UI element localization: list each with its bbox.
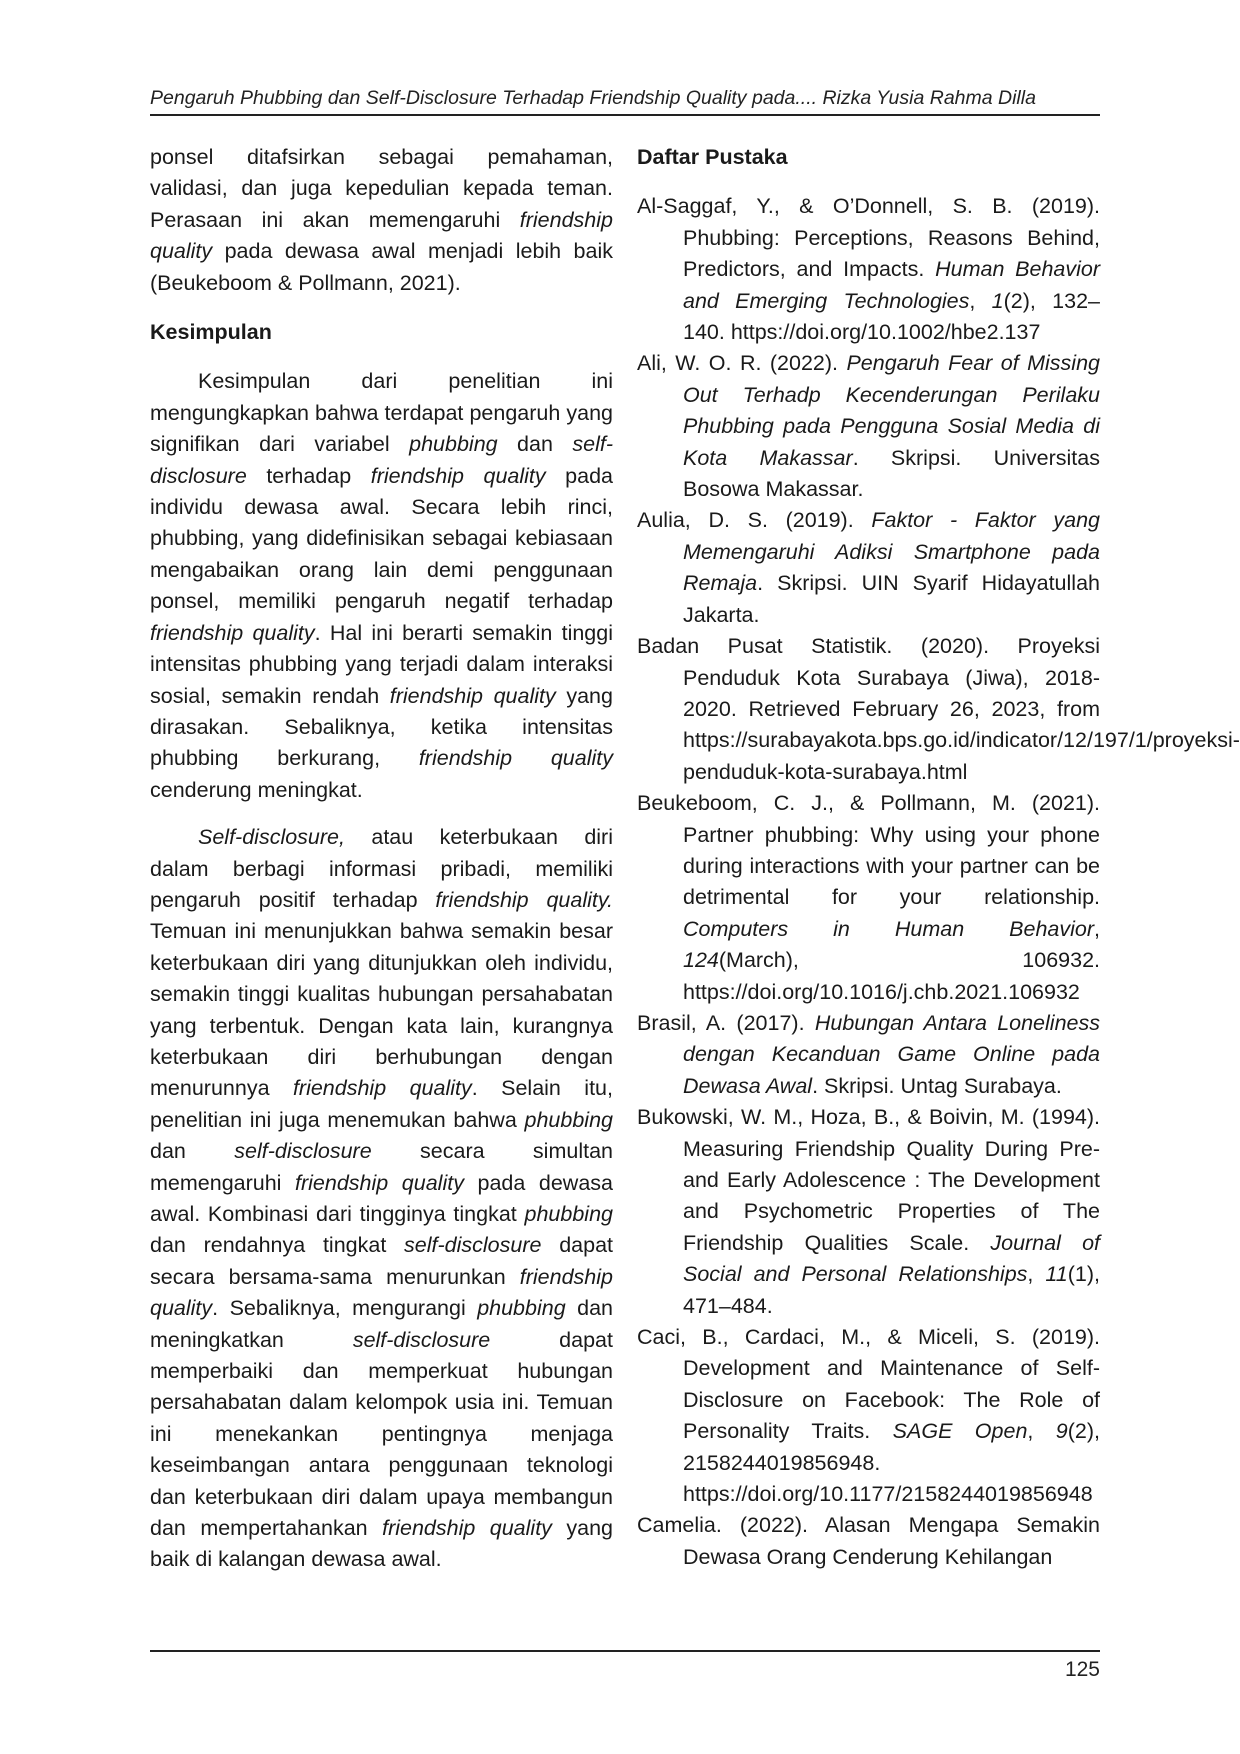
italic-text: phubbing (524, 1107, 613, 1132)
reference-entry (637, 191, 1100, 348)
text-run: . Skripsi. Universitas Bosowa Makassar. (683, 445, 1100, 502)
text-run: , (1027, 1262, 1046, 1287)
reference-entry (637, 1322, 1100, 1510)
italic-text: friendship quality (295, 1170, 464, 1195)
reference-list (637, 191, 1240, 1573)
text-run: Ali, W. O. R. (2022). (637, 351, 847, 376)
italic-text: self-disclosure (150, 432, 613, 488)
text-run: Caci, B., Cardaci, M., & Miceli, S. (2019). Development and Maintenance of Self-Disclosure on Facebook: The Role of Personality Traits. (637, 1325, 1100, 1444)
text-run: Camelia. (2022). Alasan Mengapa Semakin Dewasa Orang Cenderung Kehilangan (637, 1513, 1100, 1569)
italic-text: friendship quality (418, 746, 613, 771)
text-run: pada dewasa awal menjadi lebih baik (Beukeboom & Pollmann, 2021). (150, 239, 613, 295)
text-run: . Hal ini berarti semakin tinggi intensitas phubbing yang terjadi dalam interaksi sosial, semakin rendah (150, 620, 613, 708)
italic-text: Journal of Social and Personal Relationships (683, 1230, 1100, 1287)
text-run: Kesimpulan dari penelitian ini mengungkapkan bahwa terdapat pengaruh yang signifikan dari variabel (150, 369, 613, 457)
paragraph-kesimpulan-1 (150, 366, 613, 806)
italic-text: Computers in Human Behavior (683, 916, 1095, 941)
italic-text: Faktor - Faktor yang Memengaruhi Adiksi Smartphone pada Remaja (683, 508, 1100, 596)
italic-text: 124 (683, 948, 719, 973)
text-run: (2), 2158244019856948. https://doi.org/10.1177/2158244019856948 (683, 1419, 1100, 1507)
italic-text: Human Behavior and Emerging Technologies (683, 257, 1100, 313)
reference-entry (637, 505, 1100, 631)
italic-text: SAGE Open (892, 1419, 1028, 1444)
text-run: terhadap (246, 463, 371, 488)
italic-text: friendship quality (150, 207, 613, 264)
italic-text: 1 (991, 288, 1004, 313)
reference-entry (637, 631, 1240, 788)
left-column (150, 142, 613, 1576)
italic-text: 11 (1045, 1262, 1068, 1287)
text-run: Badan Pusat Statistik. (2020). Proyeksi Penduduk Kota Surabaya (Jiwa), 2018-2020. Retrieved February 26, 2023, from https://surabayakota.bps.go.id/indicator/12/197/1/proyeksi-penduduk-kota-surabaya.html (637, 634, 1240, 784)
italic-text: self-disclosure (352, 1327, 491, 1352)
heading-daftar-pustaka: Daftar Pustaka (637, 145, 788, 169)
text-run: . Skripsi. UIN Syarif Hidayatullah Jakarta. (683, 571, 1100, 627)
italic-text: friendship quality (292, 1076, 472, 1101)
text-run: . Selain itu, penelitian ini juga menemukan bahwa (150, 1076, 613, 1132)
italic-text: friendship quality (389, 683, 556, 708)
text-run: (1), 471–484. (683, 1262, 1100, 1318)
text-run: . Sebaliknya, mengurangi (212, 1296, 478, 1321)
italic-text: 9 (1055, 1419, 1068, 1444)
italic-text: friendship quality (150, 620, 315, 645)
text-run: Aulia, D. S. (2019). (637, 508, 872, 533)
right-column (637, 142, 1240, 1573)
italic-text: Pengaruh Fear of Missing Out Terhadp Kecenderungan Perilaku Phubbing pada Pengguna Sosial Media di Kota Makassar (683, 351, 1100, 470)
text-run: Bukowski, W. M., Hoza, B., & Boivin, M. (1994). Measuring Friendship Quality During Pre- and Early Adolescence : The Development and Psychometric Properties of The Friendship Qualities Scale. (637, 1105, 1100, 1255)
page-number: 125 (1064, 1658, 1100, 1681)
text-run: ponsel ditafsirkan sebagai pemahaman, validasi, dan juga kepedulian kepada teman. Perasaan ini akan memengaruhi (150, 145, 613, 232)
text-run: dapat memperbaiki dan memperkuat hubungan persahabatan dalam kelompok usia ini. Temuan ini menekankan pentingnya menjaga keseimbangan antara penggunaan teknologi dan keterbukaan diri dalam upaya membangun dan mempertahankan (150, 1327, 613, 1541)
italic-text: friendship quality (382, 1516, 552, 1541)
italic-text: phubbing (524, 1202, 613, 1226)
text-run: (March), 106932. https://doi.org/10.1016/j.chb.2021.106932 (683, 948, 1100, 1004)
text-run: atau keterbukaan diri dalam berbagi informasi pribadi, memiliki pengaruh positif terhadap (150, 825, 613, 912)
text-run: dan meningkatkan (150, 1296, 613, 1352)
paragraph-kesimpulan-2 (150, 822, 613, 1576)
text-run: , (1027, 1419, 1056, 1444)
header-rule (150, 114, 1100, 116)
italic-text: friendship quality (370, 463, 546, 488)
text-run: yang dirasakan. Sebaliknya, ketika intensitas phubbing berkurang, (150, 683, 613, 771)
text-run: . Skripsi. Untag Surabaya. (812, 1073, 1062, 1098)
text-run: , (1094, 916, 1100, 941)
text-run: Temuan ini menunjukkan bahwa semakin besar keterbukaan diri yang ditunjukkan oleh individu, semakin tinggi kualitas hubungan persahabatan yang terbentuk. Dengan kata lain, kurangnya keterbukaan diri berhubungan dengan menurunnya (150, 919, 613, 1101)
text-run: , (969, 288, 992, 313)
italic-text: self-disclosure (234, 1139, 372, 1164)
italic-text: friendship quality (150, 1264, 613, 1321)
reference-entry (637, 1102, 1100, 1322)
paragraph-intro (150, 142, 613, 299)
text-run: (2), 132–140. https://doi.org/10.1002/hbe2.137 (683, 288, 1100, 345)
italic-text: Hubungan Antara Loneliness dengan Kecanduan Game Online pada Dewasa Awal (683, 1010, 1100, 1098)
heading-kesimpulan: Kesimpulan (150, 320, 272, 345)
italic-text: phubbing (409, 432, 498, 457)
italic-text: self-disclosure (404, 1233, 542, 1258)
text-run: dapat secara bersama-sama menurunkan (150, 1233, 614, 1289)
reference-entry (637, 1008, 1100, 1102)
text-run: cenderung meningkat. (150, 777, 363, 802)
text-run: yang baik di kalangan dewasa awal. (150, 1516, 613, 1572)
reference-entry (637, 1510, 1100, 1573)
italic-text: phubbing (477, 1296, 566, 1321)
running-header: Pengaruh Phubbing dan Self-Disclosure Terhadap Friendship Quality pada.... Rizka Yusia Rahma Dilla (150, 87, 1036, 109)
text-run: pada dewasa awal. Kombinasi dari tingginya tingkat (150, 1170, 613, 1226)
text-run: Brasil, A. (2017). (637, 1010, 815, 1035)
text-run: dan (497, 432, 573, 457)
text-run: Beukeboom, C. J., & Pollmann, M. (2021). Partner phubbing: Why using your phone during interactions with your partner can be detrimental for your relationship. (637, 791, 1100, 910)
footer-rule (150, 1650, 1100, 1652)
text-run: pada individu dewasa awal. Secara lebih rinci, phubbing, yang didefinisikan sebagai kebiasaan mengabaikan orang lain demi penggunaan ponsel, memiliki pengaruh negatif terhadap (150, 463, 613, 614)
reference-entry (637, 348, 1100, 505)
text-run: Al-Saggaf, Y., & O’Donnell, S. B. (2019). Phubbing: Perceptions, Reasons Behind, Predictors, and Impacts. (637, 194, 1100, 282)
text-run: dan (150, 1139, 235, 1164)
text-run: secara simultan memengaruhi (150, 1139, 613, 1195)
text-run: dan rendahnya tingkat (150, 1233, 405, 1258)
reference-entry (637, 788, 1100, 1008)
italic-text: friendship quality. (435, 887, 613, 912)
italic-text: Self-disclosure, (198, 825, 345, 850)
